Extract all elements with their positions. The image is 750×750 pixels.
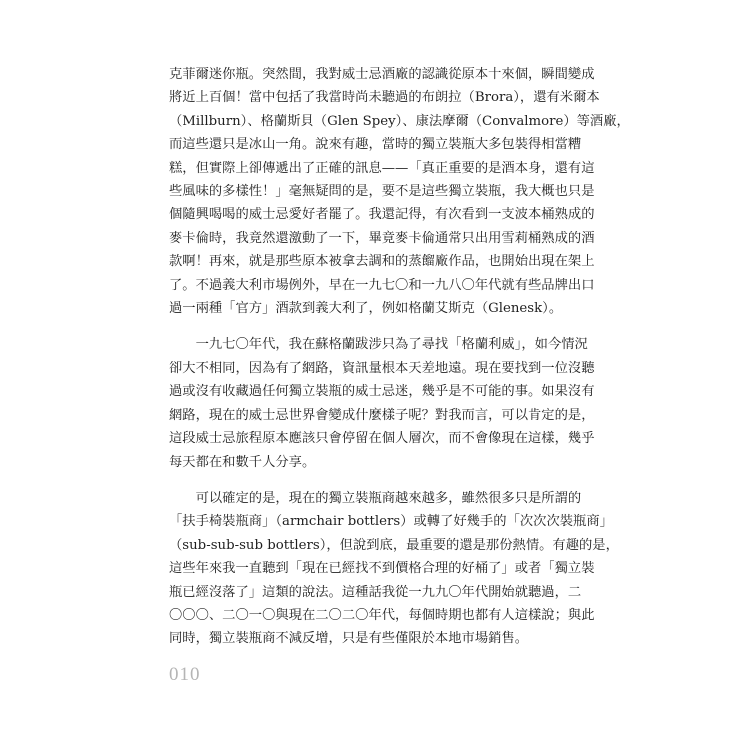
text-line: 糕，但實際上卻傳遞出了正確的訊息——「真正重要的是酒本身，還有這 [169, 160, 595, 176]
body-text [169, 63, 630, 664]
text-line: 款啊！再來，就是那些原本被拿去調和的蒸餾廠作品，也開始出現在架上 [169, 254, 595, 270]
text-line: 可以確定的是，現在的獨立裝瓶商越來越多，雖然很多只是所謂的 [169, 490, 582, 506]
text-line: （sub-sub-sub bottlers），但說到底，最重要的還是那份熱情。有趣的是， [169, 537, 619, 553]
paragraph [169, 487, 619, 651]
text-line: （Millburn）、格蘭斯貝（Glen Spey）、康法摩爾（Convalmore）等酒廠， [169, 113, 630, 129]
text-line: 過一兩種「官方」酒款到義大利了，例如格蘭艾斯克（Glenesk）。 [169, 301, 563, 317]
text-line: 些風味的多樣性！」毫無疑問的是，要不是這些獨立裝瓶，我大概也只是 [169, 184, 595, 200]
text-line: 麥卡倫時，我竟然還激動了一下，畢竟麥卡倫通常只出用雪莉桶熟成的酒 [169, 230, 595, 246]
text-line: 而這些還只是冰山一角。說來有趣，當時的獨立裝瓶大多包裝得相當糟 [169, 137, 582, 153]
text-line: 這些年來我一直聽到「現在已經找不到價格合理的好桶了」或者「獨立裝 [169, 561, 595, 577]
text-line: 瓶已經沒落了」這類的說法。這種話我從一九九〇年代開始就聽過，二 [169, 584, 582, 600]
text-line: 〇〇〇、二〇一〇與現在二〇二〇年代，每個時期也都有人這樣說；與此 [169, 607, 595, 623]
text-line: 「扶手椅裝瓶商」（armchair bottlers）或轉了好幾手的「次次次裝瓶商」 [169, 514, 613, 530]
page-number: 010 [169, 664, 201, 685]
text-line: 了。不過義大利市場例外，早在一九七〇和一九八〇年代就有些品牌出口 [169, 277, 595, 293]
text-line: 將近上百個！當中包括了我當時尚未聽過的布朗拉（Brora），還有米爾本 [169, 90, 600, 106]
text-line: 網路，現在的威士忌世界會變成什麼樣子呢？對我而言，可以肯定的是， [169, 407, 595, 423]
text-line: 一九七〇年代，我在蘇格蘭跋涉只為了尋找「格蘭利威」，如今情況 [169, 337, 588, 353]
text-line: 這段威士忌旅程原本應該只會停留在個人層次，而不會像現在這樣，幾乎 [169, 431, 595, 447]
text-line: 同時，獨立裝瓶商不減反增，只是有些僅限於本地市場銷售。 [169, 631, 529, 647]
paragraph [169, 333, 595, 473]
text-line: 克菲爾迷你瓶。突然間，我對威士忌酒廠的認識從原本十來個，瞬間變成 [169, 67, 595, 82]
paragraph [169, 63, 630, 320]
text-line: 個隨興喝喝的威士忌愛好者罷了。我還記得，有次看到一支波本桶熟成的 [169, 207, 595, 223]
text-line: 過或沒有收藏過任何獨立裝瓶的威士忌迷，幾乎是不可能的事。如果沒有 [169, 384, 595, 400]
text-line: 卻大不相同，因為有了網路，資訊量根本天差地遠。現在要找到一位沒聽 [169, 360, 595, 376]
text-line: 每天都在和數千人分享。 [169, 454, 316, 470]
